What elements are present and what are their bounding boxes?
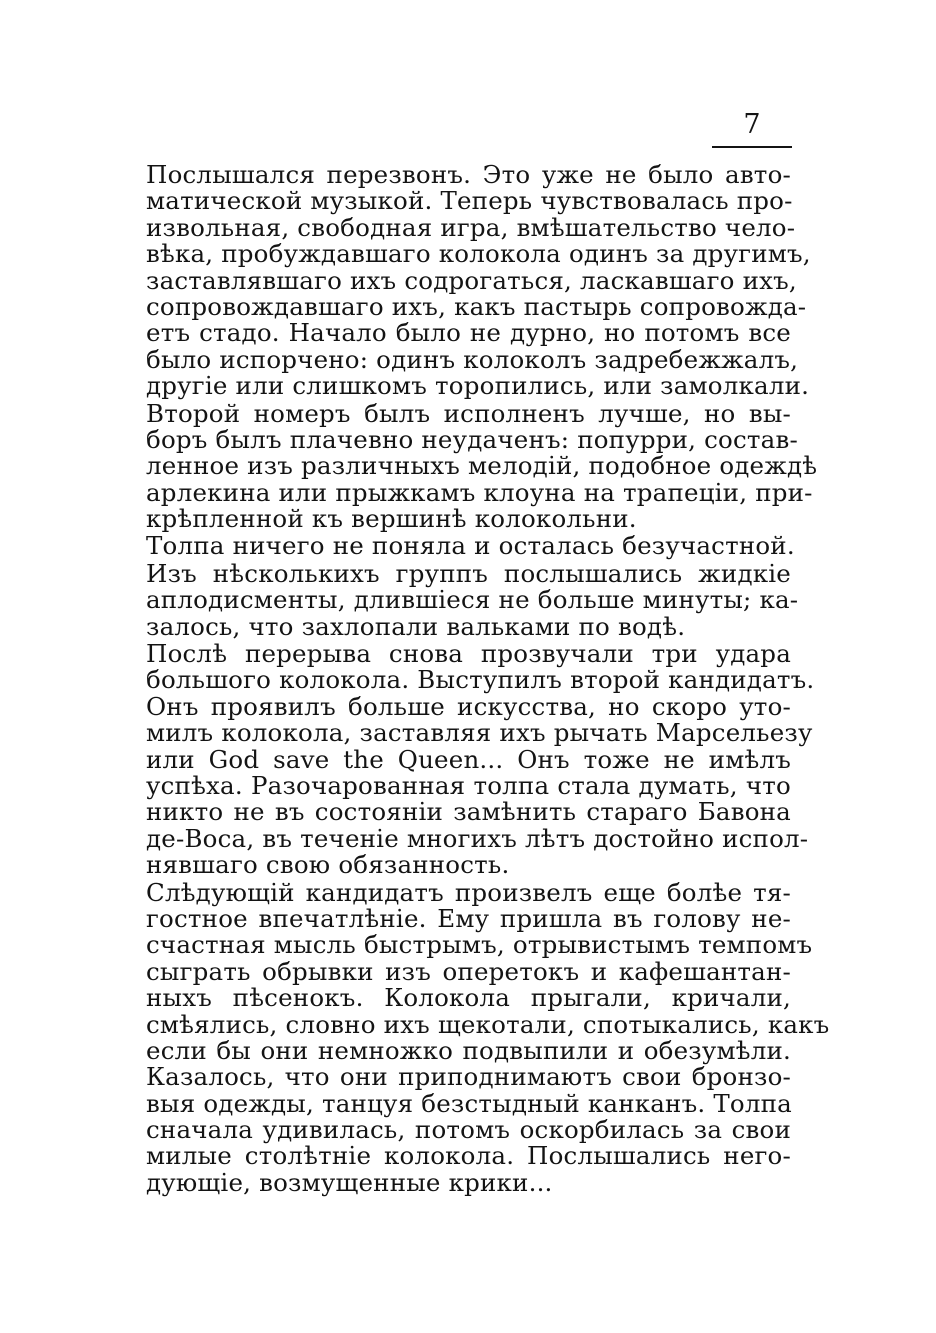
text-line: выя одежды, танцуя безстыдный канканъ. Толпа: [146, 1088, 792, 1118]
text-line: никто не въ состояніи замѣнить стараго Бавона: [146, 797, 791, 827]
text-line: вѣка, пробуждавшаго колокола одинъ за другимъ,: [146, 239, 811, 269]
text-line: сначала удивилась, потомъ оскорбилась за свои: [146, 1115, 791, 1145]
paragraph-1: [146, 160, 811, 401]
text-line: Казалось, что они приподнимаютъ свои бронзо-: [146, 1062, 791, 1092]
text-line: милъ колокола, заставляя ихъ рычать Марсельезу: [146, 718, 813, 748]
text-line: аплодисменты, длившіеся не больше минуты; ка-: [146, 585, 799, 615]
text-line: сыграть обрывки изъ оперетокъ и кафешантан-: [146, 956, 791, 986]
text-line: де-Воса, въ теченіе многихъ лѣтъ достойно испол-: [146, 823, 809, 853]
text-line: заставлявшаго ихъ содрогаться, ласкавшаго ихъ,: [146, 265, 797, 295]
text-line: большого колокола. Выступилъ второй кандидатъ.: [146, 665, 815, 695]
text-line: или God save the Queen... Онъ тоже не имѣлъ: [146, 744, 791, 774]
text-line: ныхъ пѣсенокъ. Колокола прыгали, кричали,: [146, 983, 791, 1013]
text-line: боръ былъ плачевно неудаченъ: попурри, состав-: [146, 424, 798, 454]
text-line: Онъ проявилъ больше искусства, но скоро уто-: [146, 691, 791, 721]
text-line: матической музыкой. Теперь чувствовалась про-: [146, 186, 793, 216]
text-line: счастная мысль быстрымъ, отрывистымъ темпомъ: [146, 930, 813, 960]
text-line: нявшаго свою обязанность.: [146, 850, 510, 880]
text-line: извольная, свободная игра, вмѣшательство чело-: [146, 212, 796, 242]
text-line: Изъ нѣсколькихъ группъ послышались жидкіе: [146, 558, 791, 588]
body-text: [146, 160, 830, 1197]
text-line: было испорчено: одинъ колоколъ задребежжалъ,: [146, 344, 799, 374]
paragraph-4: [146, 558, 799, 641]
text-line: Слѣдующій кандидатъ произвелъ еще болѣе тя-: [146, 877, 791, 907]
text-line: гостное впечатлѣніе. Ему пришла въ голову не-: [146, 903, 791, 933]
text-line: другіе или слишкомъ торопились, или замолкали.: [146, 371, 810, 401]
text-line: милые столѣтніе колокола. Послышались него-: [146, 1141, 791, 1171]
text-line: ленное изъ различныхъ мелодій, подобное одеждѣ: [146, 451, 818, 481]
text-line: етъ стадо. Начало было не дурно, но потомъ все: [146, 318, 791, 348]
paragraph-5: [146, 639, 815, 880]
text-line: сопровождавшаго ихъ, какъ пастырь сопровожда-: [146, 291, 807, 321]
text-line: успѣха. Разочарованная толпа стала думать, что: [146, 770, 791, 800]
paragraph-2: [146, 398, 818, 534]
paragraph-3: [146, 531, 795, 561]
text-line: залось, что захлопали вальками по водѣ.: [146, 611, 686, 641]
page-number: 7: [712, 110, 792, 148]
text-line: дующіе, возмущенные крики...: [146, 1167, 553, 1197]
text-line: Послѣ перерыва снова прозвучали три удара: [146, 639, 791, 669]
text-line: Второй номеръ былъ исполненъ лучше, но вы-: [146, 398, 791, 428]
text-line: Послышался перезвонъ. Это уже не было авто-: [146, 160, 791, 189]
text-line: арлекина или прыжкамъ клоуна на трапеціи, при-: [146, 477, 813, 507]
paragraph-6: [146, 877, 830, 1197]
text-line: крѣпленной къ вершинѣ колокольни.: [146, 504, 637, 534]
text-line: смѣялись, словно ихъ щекотали, спотыкались, какъ: [146, 1009, 830, 1039]
text-line: если бы они немножко подвыпили и обезумѣли.: [146, 1035, 791, 1065]
text-line: Толпа ничего не поняла и осталась безучастной.: [146, 531, 795, 561]
